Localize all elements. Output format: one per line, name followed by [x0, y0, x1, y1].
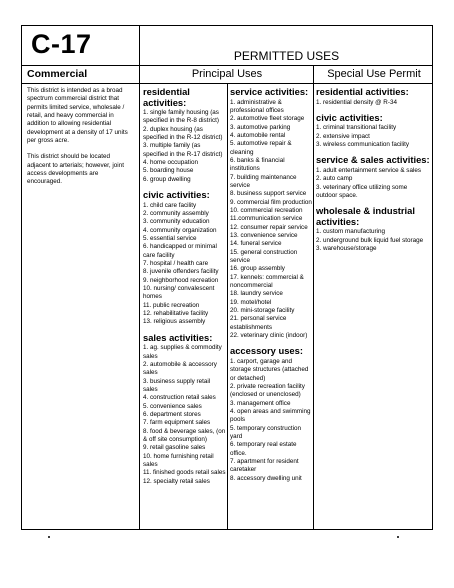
list-item: 4. home occupation — [143, 159, 198, 167]
list-item: 6. group dwelling — [143, 175, 191, 183]
list-item: 17. kennels: commercial & noncommercial — [230, 273, 304, 290]
list-item: 7. hospital / health care — [143, 260, 209, 267]
section-title: service & sales activities: — [316, 154, 430, 166]
list-item: 4. automobile rental — [230, 131, 286, 139]
list-item: 6. temporary real estate office. — [230, 441, 297, 457]
section-title: sales activities: — [143, 331, 213, 343]
list-item: 1. carport, garage and storage structures (attached or detached) — [230, 357, 309, 382]
use-list — [143, 109, 226, 184]
list-item: 22. veterinary clinic (indoor) — [230, 332, 308, 340]
principal-uses-column-1 — [143, 87, 226, 492]
section-title: residential activities: — [316, 86, 409, 97]
list-item: 3. business supply retail sales — [143, 377, 211, 393]
use-section — [316, 155, 430, 200]
list-item: 8. business support service — [230, 190, 307, 198]
list-item: 10. home furnishing retail sales — [143, 452, 214, 469]
table-subheader — [22, 66, 432, 84]
list-item: 5. boarding house — [143, 167, 194, 175]
list-item: 5. automotive repair & cleaning — [230, 140, 292, 156]
list-item: 16. group assembly — [230, 265, 285, 273]
use-section — [230, 87, 312, 340]
list-item: 18. laundry service — [230, 290, 283, 298]
use-section — [230, 346, 312, 483]
list-item: 3. management office — [230, 399, 291, 407]
section-title: civic activities: — [143, 189, 210, 201]
list-item: 9. neighborhood recreation — [143, 276, 219, 284]
list-item: 20. mini-storage facility — [230, 307, 295, 315]
list-item: 1. child care facility — [143, 201, 197, 209]
list-item: 11. public recreation — [143, 301, 200, 309]
list-item: 2. private recreation facility (enclosed or unenclosed) — [230, 383, 305, 399]
list-item: 4. open areas and swimming pools — [230, 408, 311, 424]
list-item: 1. single family housing (as specified in the R-8 district) — [143, 109, 219, 125]
district-description — [27, 87, 135, 195]
use-section — [143, 87, 226, 184]
use-section — [143, 190, 226, 327]
list-item: 13. convenience service — [230, 232, 298, 239]
column-divider — [139, 66, 140, 530]
list-item: 3. community education — [143, 218, 210, 226]
list-item: 7. building maintenance service — [230, 173, 297, 189]
list-item: 1. criminal transitional facility — [316, 124, 397, 132]
list-item: 2. community assembly — [143, 209, 209, 217]
list-item: 8. juvenile offenders facility — [143, 268, 219, 276]
use-section — [143, 333, 226, 486]
use-section — [316, 87, 430, 107]
list-item: 6. handicapped or minimal care facility — [143, 243, 217, 259]
principal-uses-column-2 — [230, 87, 312, 489]
section-title: accessory uses: — [230, 345, 303, 357]
list-item: 12. specialty retail sales — [143, 477, 210, 485]
use-list — [143, 202, 226, 327]
list-item: 1. administrative & professional offices — [230, 98, 284, 114]
list-item: 1. ag. supplies & commodity sales — [143, 344, 222, 360]
zoning-table — [21, 25, 433, 530]
list-item: 1. custom manufacturing — [316, 228, 385, 236]
list-item: 3. automotive parking — [230, 123, 291, 131]
list-item: 6. department stores — [143, 411, 201, 418]
list-item: 8. food & beverage sales, (on & off site consumption) — [143, 427, 226, 444]
list-item: 5. essential service — [143, 234, 197, 242]
use-list — [230, 99, 312, 341]
list-item: 12. rehabilitative facility — [143, 310, 209, 318]
section-title: wholesale & industrial activities: — [316, 205, 415, 227]
section-title: civic activities: — [316, 111, 383, 123]
list-item: 5. temporary construction yard — [230, 424, 302, 441]
use-section — [316, 113, 430, 150]
section-title: service activities: — [230, 86, 309, 97]
list-item: 1. adult entertainment service & sales — [316, 166, 422, 174]
special-use-permit-column — [316, 87, 430, 259]
column-divider — [313, 66, 314, 530]
list-item: 19. motel/hotel — [230, 298, 272, 306]
list-item: 4. community organization — [143, 226, 217, 234]
list-item: 2. automotive fleet storage — [230, 115, 305, 123]
district-type: Commercial — [27, 68, 88, 80]
list-item: 5. convenience sales — [143, 402, 202, 410]
description-paragraph: This district is intended as a broad spectrum commercial district that permits limited service, wholesale / retail, and heavy commercial in addition to allowing residential development at a density of 17 units per gross acre. — [27, 87, 128, 145]
column-divider — [227, 84, 228, 530]
list-item: 15. general construction service — [230, 248, 298, 265]
principal-uses-heading: Principal Uses — [191, 68, 263, 80]
list-item: 12. consumer repair service — [230, 223, 308, 231]
list-item: 4. construction retail sales — [143, 394, 216, 402]
list-item: 21. personal service establishments — [230, 315, 287, 331]
list-item: 8. accessory dwelling unit — [230, 474, 302, 482]
list-item: 6. banks & financial institutions — [230, 156, 285, 173]
list-item: 2. duplex housing (as specified in the R-12 district) — [143, 125, 223, 142]
use-list — [143, 344, 226, 486]
list-item: 2. automobile & accessory sales — [143, 360, 217, 377]
list-item: 9. commercial film production — [230, 198, 312, 206]
page-mark — [397, 536, 399, 538]
list-item: 3. wireless communication facility — [316, 141, 410, 149]
list-item: 2. auto camp — [316, 175, 353, 183]
section-title: residential activities: — [143, 86, 190, 108]
list-item: 3. warehouse/storage — [316, 244, 377, 252]
list-item: 2. extensive impact — [316, 132, 370, 140]
special-use-permit-heading: Special Use Permit — [327, 68, 421, 80]
use-list — [316, 124, 430, 149]
list-item: 7. apartment for resident caretaker — [230, 458, 299, 474]
list-item: 3. veterinary office utilizing some outdoor space. — [316, 183, 408, 199]
list-item: 10. commercial recreation — [230, 206, 303, 214]
use-list — [316, 167, 430, 200]
list-item: 1. residential density @ R-34 — [316, 98, 397, 106]
use-section — [316, 206, 430, 253]
list-item: 11. finished goods retail sales — [143, 469, 226, 477]
list-item: 14. funeral service — [230, 240, 282, 248]
permitted-uses-title: PERMITTED USES — [233, 49, 340, 63]
table-header — [22, 26, 432, 66]
list-item: 2. underground bulk liquid fuel storage — [316, 236, 424, 244]
description-paragraph: This district should be located adjacent to arterials; however, joint access developments are encouraged. — [27, 153, 124, 186]
district-code: C-17 — [31, 29, 92, 59]
use-list — [316, 99, 430, 107]
list-item: 3. multiple family (as specified in the R-17 district) — [143, 142, 223, 158]
use-list — [230, 358, 312, 483]
page-mark — [48, 536, 50, 538]
list-item: 7. farm equipment sales — [143, 419, 211, 427]
list-item: 13. religious assembly — [143, 318, 206, 326]
list-item: 9. retail gasoline sales — [143, 444, 206, 452]
list-item: 11.communication service — [230, 215, 303, 223]
list-item: 10. nursing/ convalescent homes — [143, 285, 215, 301]
use-list — [316, 228, 430, 253]
